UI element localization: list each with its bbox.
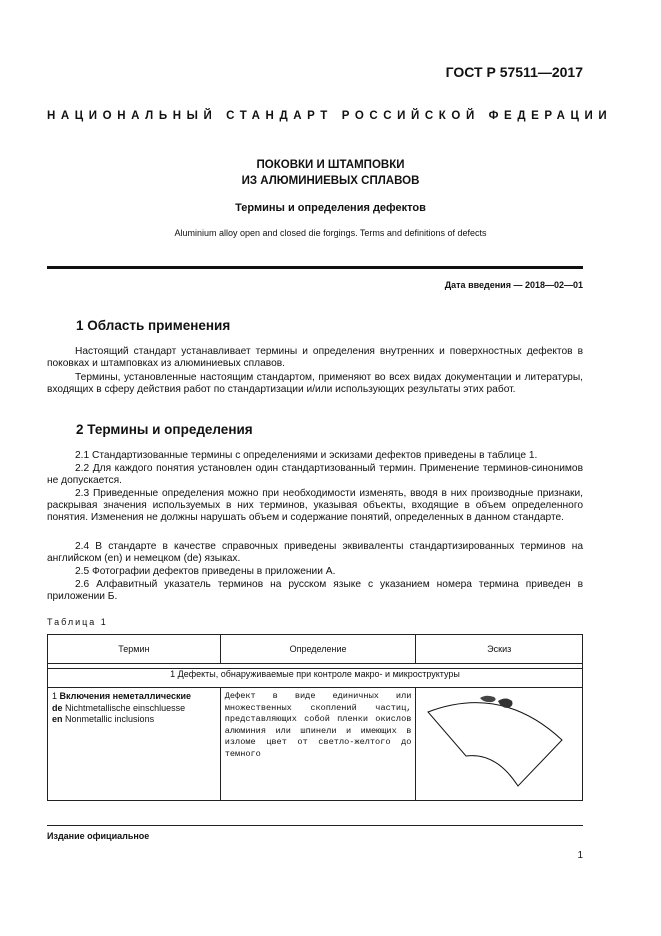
document-title [0,157,661,189]
table-category-row [48,669,583,688]
section-2-paragraph-4: 2.4 В стандарте в качестве справочных приведены эквиваленты стандартизированных терминов на английском (en) и немецком (de) языках. [47,541,583,565]
section-1-paragraph-2: Термины, установленные настоящим стандартом, применяют во всех видах документации и литературы, входящих в сферу действия работ по стандартизации и/или использующих результаты этих работ. [47,372,583,396]
english-title: Aluminium alloy open and closed die forgings. Terms and definitions of defects [174,228,487,238]
section-2-heading: 2 Термины и определения [76,422,253,437]
terms-table [47,634,583,801]
forging-outline [428,703,562,786]
section-2-paragraph-5: 2.5 Фотографии дефектов приведены в приложении А. [75,566,336,577]
document-code: ГОСТ Р 57511—2017 [445,64,583,80]
term-number: 1 [52,691,58,701]
section-1-paragraph-1: Настоящий стандарт устанавливает термины и определения внутренних и поверхностных дефектов в поковках и штамповках из алюминиевых сплавов. [47,346,583,370]
sketch-cell [416,688,583,801]
inclusion-spot-2 [498,699,513,709]
table-header-row [48,635,583,664]
term-english: Nonmetallic inclusions [65,714,155,724]
document-subtitle: Термины и определения дефектов [235,202,426,214]
footer-divider [47,825,583,826]
definition-cell: Дефект в виде единичных или множественных скоплений частиц, представляющих собой пленки окислов алюминия или шпинели и имеющих в изломе цвет от светло-желтого до темного [220,688,416,801]
national-standard-banner: НАЦИОНАЛЬНЫЙ СТАНДАРТ РОССИЙСКОЙ ФЕДЕРАЦИИ [47,110,613,122]
lang-de-prefix: de [52,702,63,713]
header-definition: Определение [220,635,416,664]
table-caption: Таблица 1 [47,617,108,627]
term-cell [48,688,221,801]
defect-sketch-image [416,688,581,800]
official-edition-label: Издание официальное [47,831,150,841]
title-line-2: ИЗ АЛЮМИНИЕВЫХ СПЛАВОВ [241,175,420,187]
introduction-date: Дата введения — 2018—02—01 [444,280,583,290]
section-2-paragraph-2: 2.2 Для каждого понятия установлен один стандартизованный термин. Применение терминов-синонимов не допускается. [47,463,583,487]
inclusion-spot-1 [480,696,496,702]
page-number: 1 [577,850,583,861]
section-2-paragraph-1: 2.1 Стандартизованные термины с определениями и эскизами дефектов приведены в таблице 1. [75,450,538,461]
term-german: Nichtmetallische einschluesse [65,702,186,713]
section-1-heading: 1 Область применения [76,318,231,333]
title-divider [47,266,583,269]
section-2-paragraph-3: 2.3 Приведенные определения можно при необходимости изменять, вводя в них производные признаки, раскрывая значения используемых в них терминов, указывая объекты, входящие в объем определенного понятия. Изменения не должны нарушать объем и содержание понятий, определенных в данном стандарте. [47,488,583,524]
title-line-1: ПОКОВКИ И ШТАМПОВКИ [256,159,405,171]
lang-en-prefix: en [52,714,63,724]
term-russian: Включения неметаллические [59,691,192,701]
header-term: Термин [48,635,221,664]
section-2-paragraph-6: 2.6 Алфавитный указатель терминов на русском языке с указанием номера термина приведен в приложении Б. [47,579,583,603]
category-label: 1 Дефекты, обнаруживаемые при контроле макро- и микроструктуры [48,669,583,688]
table-row [48,688,583,801]
header-sketch: Эскиз [416,635,583,664]
